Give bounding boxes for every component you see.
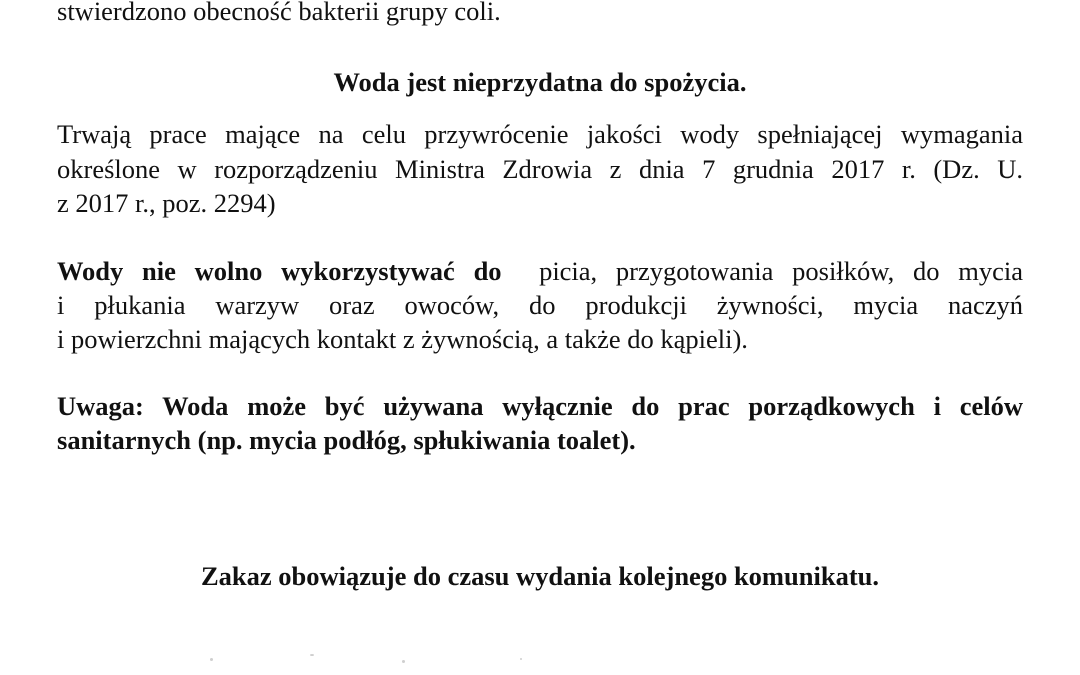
paragraph1-line3: z 2017 r., poz. 2294) (57, 188, 276, 218)
scan-speck (210, 658, 213, 661)
scan-speck (310, 654, 314, 656)
scan-speck (520, 658, 522, 660)
intro-line: stwierdzono obecność bakterii grupy coli. (57, 0, 501, 26)
warning-line2: sanitarnych (np. mycia podłóg, spłukiwania toalet). (57, 425, 636, 455)
paragraph2-line3: i powierzchni mających kontakt z żywnością, a także do kąpieli). (57, 324, 748, 354)
paragraph1-line1: Trwają prace mające na celu przywrócenie jakości wody spełniającej wymagania (57, 119, 1023, 149)
paragraph2-line1 (57, 255, 1023, 287)
scan-speck (402, 660, 405, 663)
footer-notice: Zakaz obowiązuje do czasu wydania kolejnego komunikatu. (200, 561, 880, 591)
paragraph2-line2: i płukania warzyw oraz owoców, do produkcji żywności, mycia naczyń (57, 290, 1023, 320)
paragraph2-line1-rest: picia, przygotowania posiłków, do mycia (501, 256, 1023, 286)
headline: Woda jest nieprzydatna do spożycia. (333, 67, 747, 97)
paragraph2-lead: Wody nie wolno wykorzystywać do (57, 256, 502, 286)
paragraph1-line2: określone w rozporządzeniu Ministra Zdrowia z dnia 7 grudnia 2017 r. (Dz. U. (57, 154, 1023, 184)
warning-line1: Uwaga: Woda może być używana wyłącznie do prac porządkowych i celów (57, 391, 1023, 421)
